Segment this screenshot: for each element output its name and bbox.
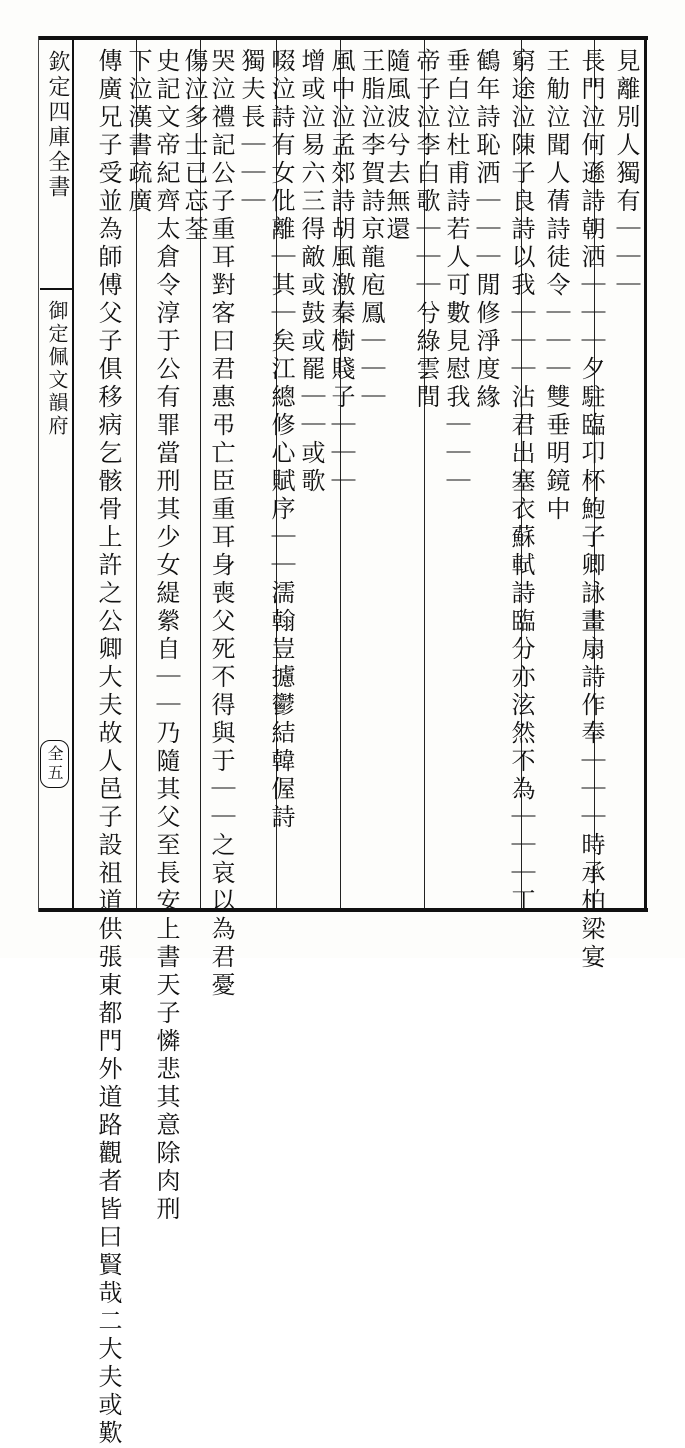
left-outer-border-rule	[38, 36, 39, 912]
left-inner-border-rule	[72, 36, 74, 912]
column-text: 傷泣多士已忘荃	[180, 48, 208, 244]
column-text: 隨風波兮去無還	[382, 48, 410, 244]
column-text: 史記文帝紀齊太倉令淳于公有罪當刑其少女緹縈自｜｜乃隨其父至長安上書天子憐悲其意除肉刑	[152, 48, 180, 1224]
column-text: 長門泣何遜詩朝洒｜｜｜夕駐臨卭杯鮑子卿詠畫扇詩作奉｜｜｜時承柏梁宴	[577, 48, 605, 972]
column-text: 王觔泣聞人蒨詩徒令｜｜｜雙垂明鏡中	[542, 48, 570, 524]
column-text: 見離別人獨有｜｜｜	[612, 48, 640, 300]
column-text: 窮途泣陳子良詩以我｜｜｜沾君出塞衣蘇軾詩臨分亦泫然不為｜｜｜丁	[507, 48, 535, 916]
column-text: 啜泣詩有女仳離｜其｜矣江總修心賦序｜｜濡翰豈攄鬱結韓偓詩	[267, 48, 295, 832]
column-text: 風中泣孟郊詩胡風激秦樹賤子｜｜｜	[327, 48, 355, 496]
column-text: 增或泣易六三得敵或鼓或罷｜｜或歌	[297, 48, 325, 496]
column-text: 鶴年詩恥洒｜｜｜閒修淨度緣	[472, 48, 500, 412]
margin-book-title: 御定佩文韻府	[45, 300, 69, 438]
column-text: 帝子泣李白歌｜｜｜兮綠雲間	[412, 48, 440, 412]
bottom-border-rule	[38, 908, 648, 912]
margin-page-number: 全五	[40, 740, 69, 788]
column-text: 垂白泣杜甫詩若人可數見慰我｜｜｜	[442, 48, 470, 496]
top-border-rule	[38, 36, 648, 40]
column-text: 獨夫長｜｜｜	[237, 48, 265, 216]
column-text: 哭泣禮記公子重耳對客曰君惠弔亡臣重耳身喪父死不得與于｜｜之哀以為君憂	[207, 48, 235, 1000]
column-text: 傳廣兄子受並為師傅父子俱移病乞骸骨上許之公卿大夫故人邑子設祖道供張東都門外道路觀者皆曰賢哉二大夫或歎	[94, 48, 122, 1448]
column-text: 王脂泣李賀詩京龍庖鳳｜｜｜	[357, 48, 385, 412]
text-column	[82, 48, 136, 1448]
margin-collection-title: 欽定四庫全書	[45, 50, 70, 200]
column-text: 下泣漢書疏廣	[124, 48, 152, 216]
